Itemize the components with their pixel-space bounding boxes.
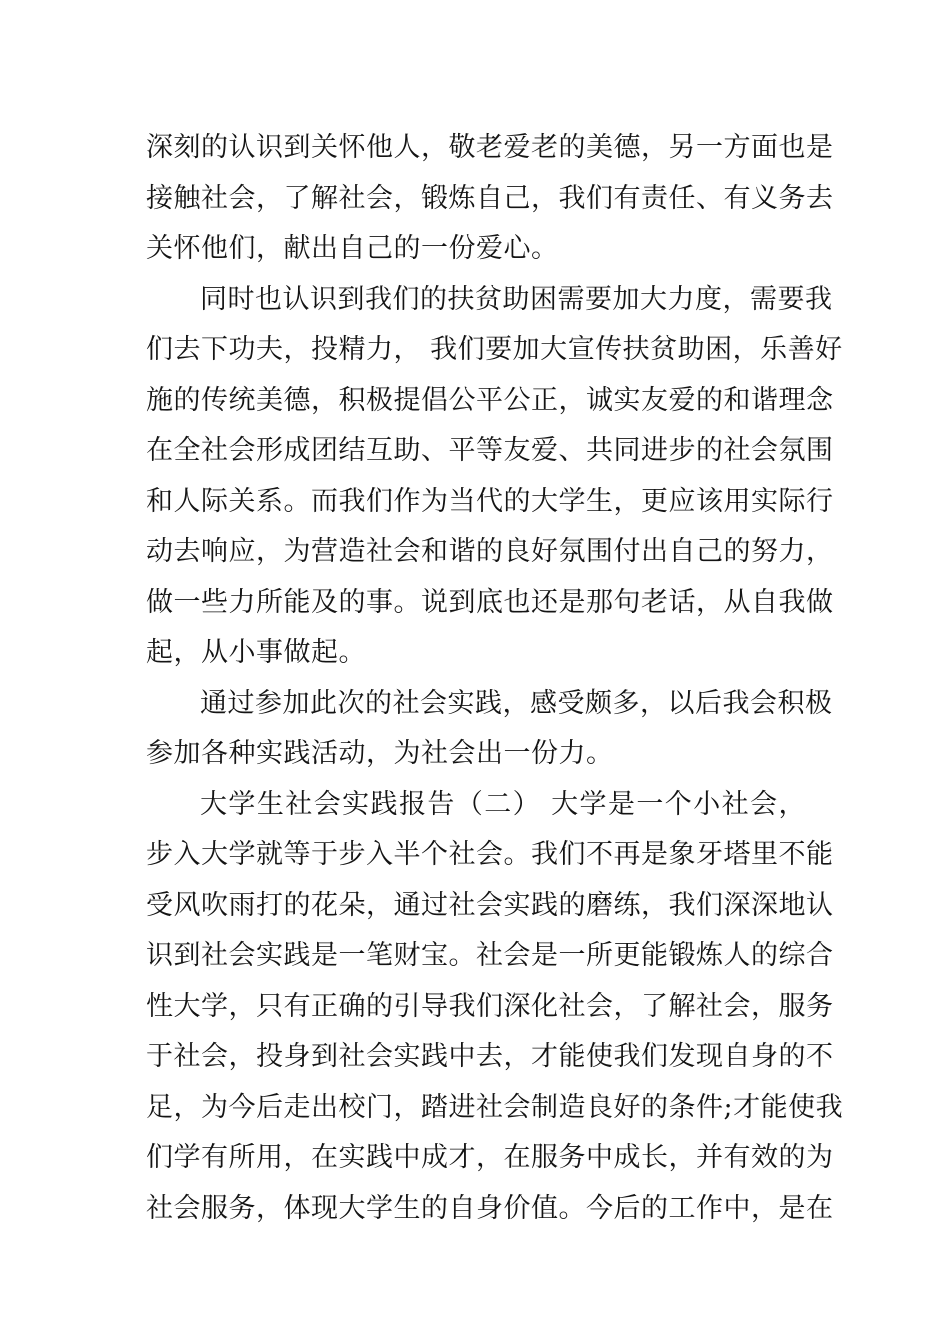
text-line: 社会服务，体现大学生的自身价值。今后的工作中，是在 — [146, 1192, 834, 1224]
text-line: 关怀他们，献出自己的一份爱心。 — [146, 233, 559, 264]
text-line: 受风吹雨打的花朵，通过社会实践的磨练，我们深深地认 — [146, 889, 834, 921]
text-line: 深刻的认识到关怀他人，敬老爱老的美德，另一方面也是 — [146, 132, 834, 163]
text-line: 起，从小事做起。 — [146, 637, 366, 668]
text-line: 参加各种实践活动，为社会出一份力。 — [146, 738, 614, 769]
text-line: 和人际关系。而我们作为当代的大学生，更应该用实际行 — [146, 485, 834, 517]
text-line: 们学有所用，在实践中成才，在服务中成长，并有效的为 — [146, 1142, 834, 1173]
text-line: 们去下功夫，投精力， 我们要加大宣传扶贫助困，乐善好 — [146, 334, 843, 365]
text-line: 动去响应，为营造社会和谐的良好氛围付出自己的努力， — [146, 536, 834, 567]
text-line: 接触社会，了解社会，锻炼自己，我们有责任、有义务去 — [146, 182, 834, 214]
text-line: 足，为今后走出校门，踏进社会制造良好的条件;才能使我 — [146, 1091, 844, 1123]
section-heading-line: 大学生社会实践报告（二） 大学是一个小社会， — [200, 788, 806, 820]
body-text — [146, 123, 844, 1234]
text-line: 施的传统美德，积极提倡公平公正，诚实友爱的和谐理念 — [146, 384, 834, 416]
paragraph-first-line: 同时也认识到我们的扶贫助困需要加大力度，需要我 — [200, 283, 833, 315]
text-line: 步入大学就等于步入半个社会。我们不再是象牙塔里不能 — [146, 839, 834, 870]
text-line: 识到社会实践是一笔财宝。社会是一所更能锻炼人的综合 — [146, 940, 834, 971]
text-line: 于社会，投身到社会实践中去，才能使我们发现自身的不 — [146, 1041, 834, 1072]
text-line: 在全社会形成团结互助、平等友爱、共同进步的社会氛围 — [146, 435, 834, 466]
text-line: 性大学，只有正确的引导我们深化社会，了解社会，服务 — [146, 990, 834, 1022]
paragraph-first-line: 通过参加此次的社会实践，感受颇多，以后我会积极 — [200, 687, 833, 719]
text-line: 做一些力所能及的事。说到底也还是那句老话，从自我做 — [146, 586, 834, 618]
